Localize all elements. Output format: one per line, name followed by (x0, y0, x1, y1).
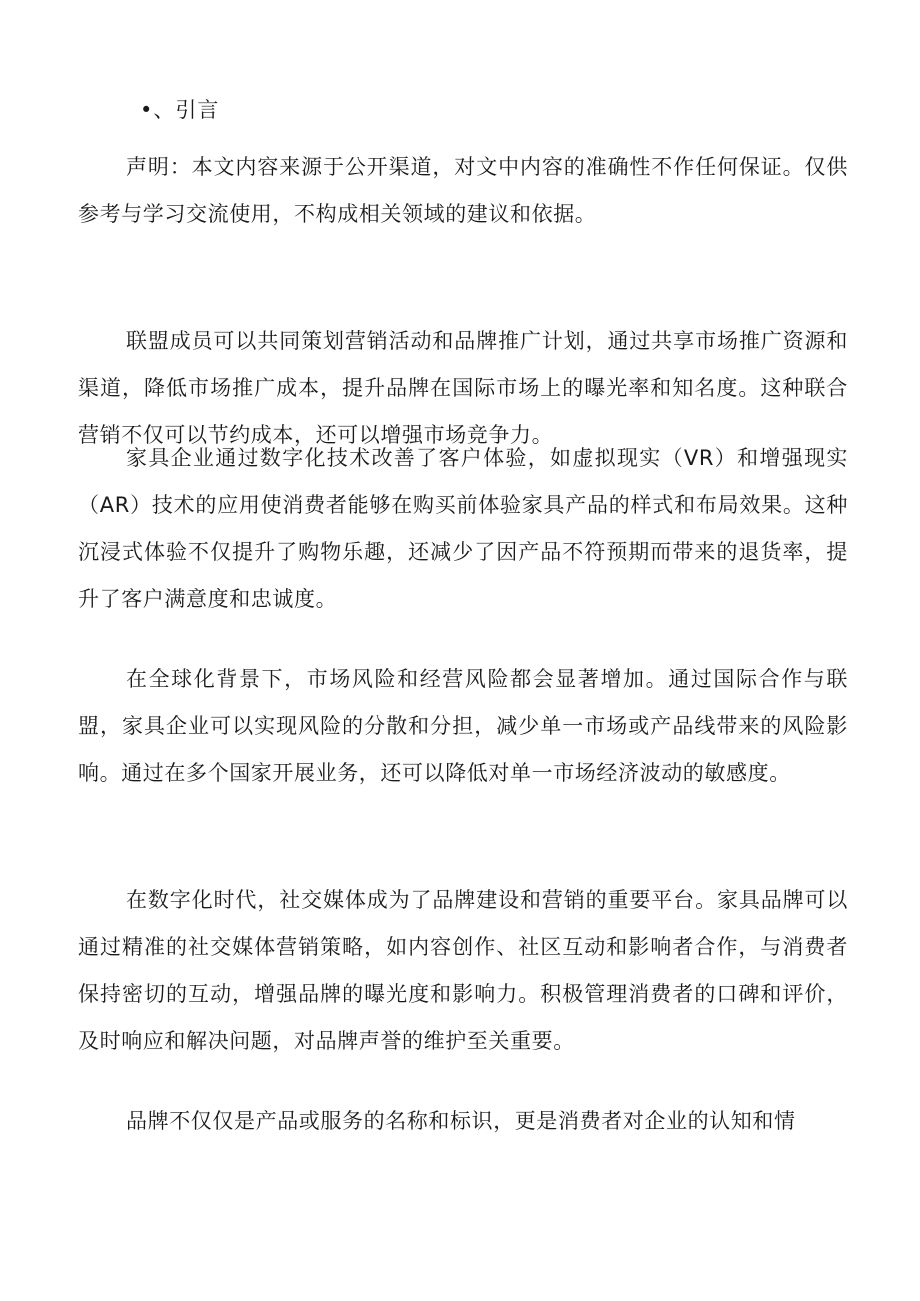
paragraph-joint-marketing: 联盟成员可以共同策划营销活动和品牌推广计划，通过共享市场推广资源和渠道，降低市场推广成本，提升品牌在国际市场上的曝光率和知名度。这种联合营销不仅可以节约成本，还可以增强市场竞争力。 (78, 329, 848, 447)
paragraph-risk-sharing: 在全球化背景下，市场风险和经营风险都会显著增加。通过国际合作与联盟，家具企业可以实现风险的分散和分担，减少单一市场或产品线带来的风险影响。通过在多个国家开展业务，还可以降低对单一市场经济波动的敏感度。 (78, 667, 848, 785)
paragraph-brand-definition: 品牌不仅仅是产品或服务的名称和标识，更是消费者对企业的认知和情 (126, 1109, 796, 1133)
paragraph-digital-experience: 家具企业通过数字化技术改善了客户体验，如虚拟现实（VR）和增强现实（AR）技术的应用使消费者能够在购买前体验家具产品的样式和布局效果。这种沉浸式体验不仅提升了购物乐趣，还减少了因产品不符预期而带来的退货率，提升了客户满意度和忠诚度。 (78, 446, 848, 611)
paragraph-disclaimer: 声明：本文内容来源于公开渠道，对文中内容的准确性不作任何保证。仅供参考与学习交流使用，不构成相关领域的建议和依据。 (78, 155, 848, 226)
paragraph-social-media: 在数字化时代，社交媒体成为了品牌建设和营销的重要平台。家具品牌可以通过精准的社交媒体营销策略，如内容创作、社区互动和影响者合作，与消费者保持密切的互动，增强品牌的曝光度和影响力。积极管理消费者的口碑和评价，及时响应和解决问题，对品牌声誉的维护至关重要。 (78, 888, 848, 1053)
section-heading: •、引言 (140, 98, 220, 122)
